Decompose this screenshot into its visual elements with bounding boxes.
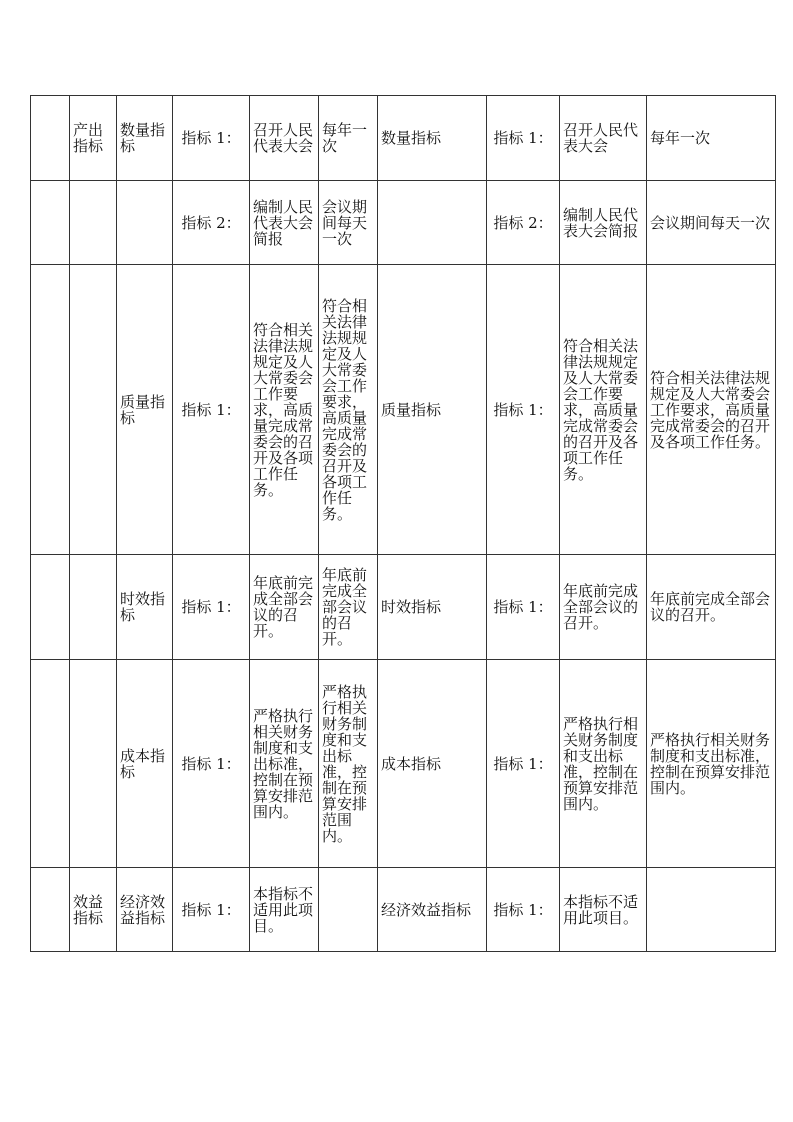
indicator-content-cell: 召开人民代表大会 xyxy=(560,96,647,181)
indicator-level2-cell: 经济效益指标 xyxy=(117,868,173,952)
indicator-level2-cell xyxy=(117,181,173,265)
indicator-target-cell xyxy=(319,868,378,952)
indicator-number-cell: 指标 1： xyxy=(173,96,250,181)
table-cell xyxy=(31,181,70,265)
indicator-content-cell: 符合相关法律法规规定及人大常委会工作要求，高质量完成常委会的召开及各项工作任务。 xyxy=(560,265,647,555)
indicator-number-cell: 指标 1： xyxy=(487,555,560,660)
table-cell xyxy=(31,265,70,555)
indicator-content-cell: 符合相关法律法规规定及人大常委会工作要求，高质量完成常委会的召开及各项工作任务。 xyxy=(250,265,319,555)
table-cell xyxy=(31,96,70,181)
indicator-content-cell: 年底前完成全部会议的召开。 xyxy=(250,555,319,660)
indicator-level1-cell: 效益指标 xyxy=(70,868,117,952)
indicator-content-cell: 召开人民代表大会 xyxy=(250,96,319,181)
indicator-level1-cell xyxy=(70,181,117,265)
indicator-number-cell: 指标 1： xyxy=(173,868,250,952)
indicator-level2-cell: 时效指标 xyxy=(117,555,173,660)
table-row xyxy=(31,868,776,952)
indicator-level1-cell xyxy=(70,660,117,868)
indicator-number-cell: 指标 2： xyxy=(487,181,560,265)
indicator-target-cell xyxy=(647,868,776,952)
indicator-number-cell: 指标 1： xyxy=(173,660,250,868)
indicator-level2-cell: 质量指标 xyxy=(117,265,173,555)
indicator-content-cell: 严格执行相关财务制度和支出标准，控制在预算安排范围内。 xyxy=(250,660,319,868)
indicator-number-cell: 指标 1： xyxy=(487,868,560,952)
indicator-level2-cell: 成本指标 xyxy=(378,660,487,868)
indicator-level2-cell xyxy=(378,181,487,265)
table-cell xyxy=(31,660,70,868)
table-row xyxy=(31,96,776,181)
performance-indicator-table xyxy=(30,95,776,952)
indicator-target-cell: 会议期间每天一次 xyxy=(319,181,378,265)
table-row xyxy=(31,265,776,555)
indicator-level2-cell: 经济效益指标 xyxy=(378,868,487,952)
indicator-content-cell: 编制人民代表大会简报 xyxy=(250,181,319,265)
indicator-target-cell: 每年一次 xyxy=(319,96,378,181)
indicator-target-cell: 符合相关法律法规规定及人大常委会工作要求，高质量完成常委会的召开及各项工作任务。 xyxy=(319,265,378,555)
table-cell xyxy=(31,868,70,952)
indicator-content-cell: 严格执行相关财务制度和支出标准，控制在预算安排范围内。 xyxy=(560,660,647,868)
indicator-number-cell: 指标 1： xyxy=(173,265,250,555)
indicator-level2-cell: 数量指标 xyxy=(378,96,487,181)
table-row xyxy=(31,181,776,265)
indicator-content-cell: 编制人民代表大会简报 xyxy=(560,181,647,265)
indicator-target-cell: 年底前完成全部会议的召开。 xyxy=(319,555,378,660)
indicator-level1-cell: 产出指标 xyxy=(70,96,117,181)
indicator-target-cell: 严格执行相关财务制度和支出标准，控制在预算安排范围内。 xyxy=(319,660,378,868)
table-row xyxy=(31,660,776,868)
indicator-content-cell: 本指标不适用此项目。 xyxy=(560,868,647,952)
indicator-number-cell: 指标 2： xyxy=(173,181,250,265)
indicator-number-cell: 指标 1： xyxy=(487,96,560,181)
indicator-target-cell: 每年一次 xyxy=(647,96,776,181)
indicator-number-cell: 指标 1： xyxy=(487,660,560,868)
indicator-level2-cell: 时效指标 xyxy=(378,555,487,660)
indicator-target-cell: 严格执行相关财务制度和支出标准，控制在预算安排范围内。 xyxy=(647,660,776,868)
indicator-target-cell: 符合相关法律法规规定及人大常委会工作要求，高质量完成常委会的召开及各项工作任务。 xyxy=(647,265,776,555)
indicator-level2-cell: 成本指标 xyxy=(117,660,173,868)
indicator-target-cell: 会议期间每天一次 xyxy=(647,181,776,265)
indicator-level2-cell: 数量指标 xyxy=(117,96,173,181)
indicator-level1-cell xyxy=(70,555,117,660)
indicator-number-cell: 指标 1： xyxy=(173,555,250,660)
indicator-content-cell: 本指标不适用此项目。 xyxy=(250,868,319,952)
indicator-content-cell: 年底前完成全部会议的召开。 xyxy=(560,555,647,660)
indicator-level2-cell: 质量指标 xyxy=(378,265,487,555)
indicator-level1-cell xyxy=(70,265,117,555)
table-cell xyxy=(31,555,70,660)
table-row xyxy=(31,555,776,660)
indicator-target-cell: 年底前完成全部会议的召开。 xyxy=(647,555,776,660)
indicator-number-cell: 指标 1： xyxy=(487,265,560,555)
